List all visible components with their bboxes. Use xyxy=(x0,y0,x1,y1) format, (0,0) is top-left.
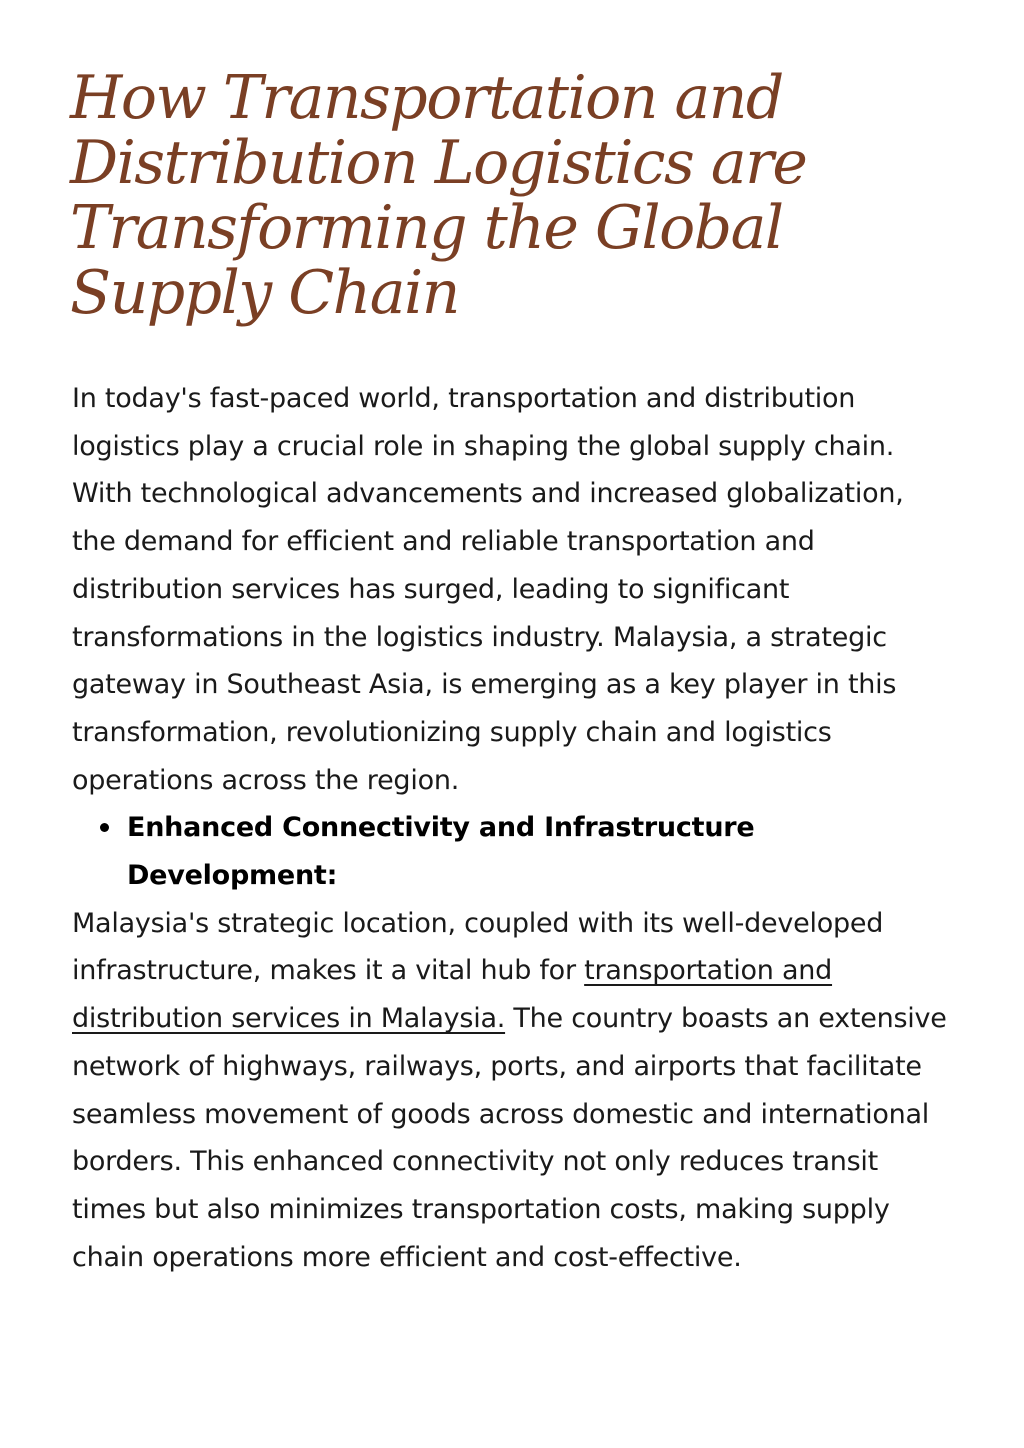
section-heading-text: Enhanced Connectivity and Infrastructure Development: xyxy=(127,812,755,892)
section-text-before-link: Malaysia's strategic location, coupled with its well-developed infrastructure, makes it a vital hub for xyxy=(72,907,884,987)
article-body xyxy=(72,375,952,1281)
services-link[interactable]: transportation and distribution services in Malaysia. xyxy=(72,955,833,1035)
section-list xyxy=(72,804,952,899)
section-text-after-link: The country boasts an extensive network of highways, railways, ports, and airports that facilitate seamless movement of goods across domestic and international borders. This enhanced connectivity not only reduces transit times but also minimizes transportation costs, making supply chain operations more efficient and cost-effective. xyxy=(72,1003,947,1273)
section-heading xyxy=(127,804,952,899)
article-title: How Transportation and Distribution Logistics are Transforming the Global Supply Chain xyxy=(70,63,807,328)
section-paragraph xyxy=(72,900,952,1282)
intro-paragraph: In today's fast-paced world, transportation and distribution logistics play a crucial role in shaping the global supply chain. With technological advancements and increased globalization, the demand for efficient and reliable transportation and distribution services has surged, leading to significant transformations in the logistics industry. Malaysia, a strategic gateway in Southeast Asia, is emerging as a key player in this transformation, revolutionizing supply chain and logistics operations across the region. xyxy=(72,383,904,796)
bullet-icon xyxy=(100,823,109,832)
